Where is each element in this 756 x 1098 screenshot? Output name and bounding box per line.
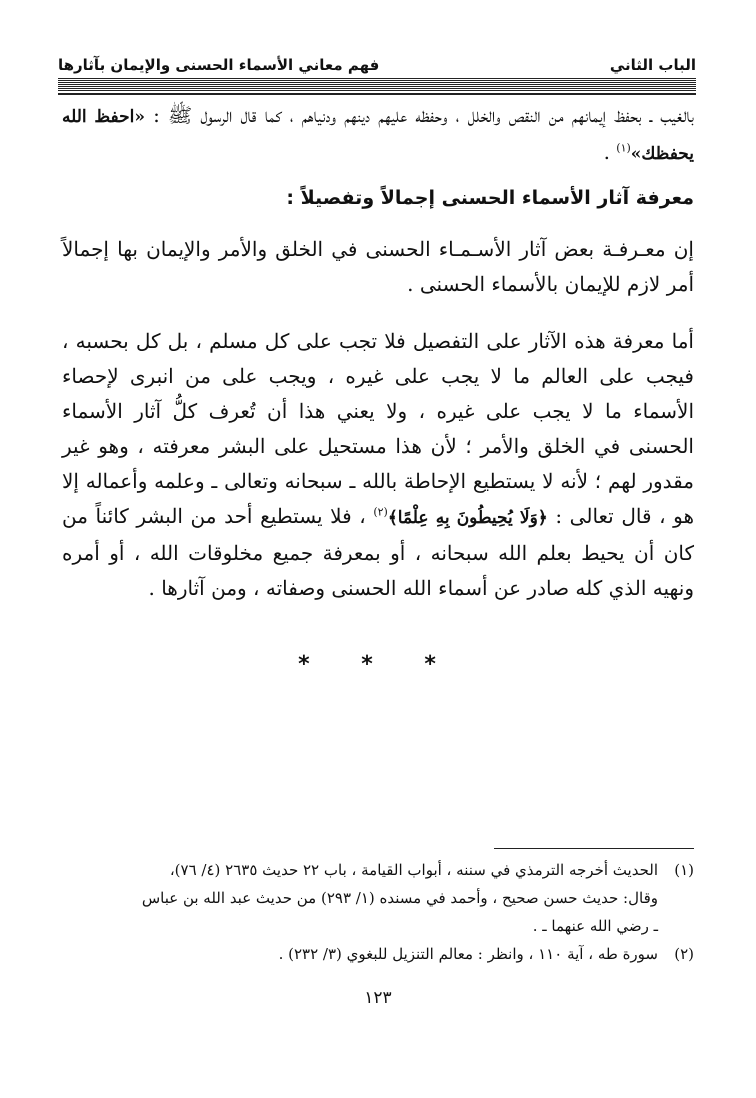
main-text (62, 98, 694, 606)
paragraph-3-text-b: ، فلا يستطيع أحد من البشر كائناً من كان أن يحيط بعلم الله سبحانه ، أو بمعرفة جميع مخلوقات الله ، أو أمره ونهيه الذي كله صادر عن أسماء الله الحسنى وصفاته ، ومن آثارها . (62, 504, 694, 600)
quran-verse: ﴿وَلَا يُحِيطُونَ بِهِ عِلْمًا﴾ (387, 508, 548, 528)
footnote-line: ـ رضي الله عنهما ـ . (532, 917, 658, 935)
footnote-rule (494, 848, 694, 849)
running-header (58, 44, 696, 74)
footnote-2 (62, 940, 694, 968)
footnotes (62, 856, 694, 968)
footnote-number: (٢) (674, 945, 694, 963)
paragraph-3-text-a: أما معرفة هذه الآثار على التفصيل فلا تجب على كل مسلم ، بل كل بحسبه ، فيجب على العالم ما لا يجب على غيره ، ويجب على من انبرى لإحصاء الأسماء ما لا يجب على غيره ، ولا يعني هذا أن تُعرف كلُّ آثار الأسماء الحسنى في الخلق والأمر ؛ لأن هذا مستحيل على البشر معرفته ، وهو غير مقدور لهم ؛ لأنه لا يستطيع الإحاطة بالله ـ سبحانه وتعالى ـ وعلمه وأعماله إلا هو ، قال تعالى : (62, 329, 695, 528)
paragraph-1 (62, 98, 694, 172)
footnote-number: (١) (674, 861, 694, 879)
hadith-quote: «احفظ الله يحفظك» (62, 107, 694, 164)
footnote-line: الحديث أخرجه الترمذي في سننه ، أبواب القيامة ، باب ٢٢ حديث ٢٦٣٥ (٤/ ٧٦)، (169, 861, 658, 879)
paragraph-1-text: بالغيب ـ بحفظ إيمانهم من النقص والخلل ، وحفظه عليهم دينهم ودنياهم ، كما قال الرسول ﷺ : (153, 103, 694, 127)
footnote-text (62, 940, 658, 968)
paragraph-3 (62, 324, 694, 606)
chapter-title: الباب الثاني (609, 56, 696, 74)
book-title: فهم معاني الأسماء الحسنى والإيمان بآثارها (58, 56, 380, 74)
paragraph-1-end: . (603, 140, 617, 164)
header-rule (58, 78, 696, 92)
footnote-1 (62, 856, 694, 940)
footnote-ref-2: (٢) (373, 505, 388, 519)
page-number: ١٢٣ (364, 988, 392, 1008)
footnote-ref-1: (١) (616, 141, 631, 155)
footnote-text (62, 856, 658, 940)
section-separator: * * * (298, 652, 458, 677)
section-heading: معرفة آثار الأسماء الحسنى إجمالاً وتفصيلاً : (286, 187, 694, 209)
paragraph-2: إن معـرفـة بعض آثار الأسـمـاء الحسنى في الخلق والأمر والإيمان بها إجمالاً أمر لازم للإيمان بالأسماء الحسنى . (62, 237, 694, 296)
footnote-line: سورة طه ، آية ١١٠ ، وانظر : معالم التنزيل للبغوي (٣/ ٢٣٢) . (278, 945, 658, 963)
footnote-line: وقال: حديث حسن صحيح ، وأحمد في مسنده (١/ ٢٩٣) من حديث عبد الله بن عباس (141, 889, 658, 907)
